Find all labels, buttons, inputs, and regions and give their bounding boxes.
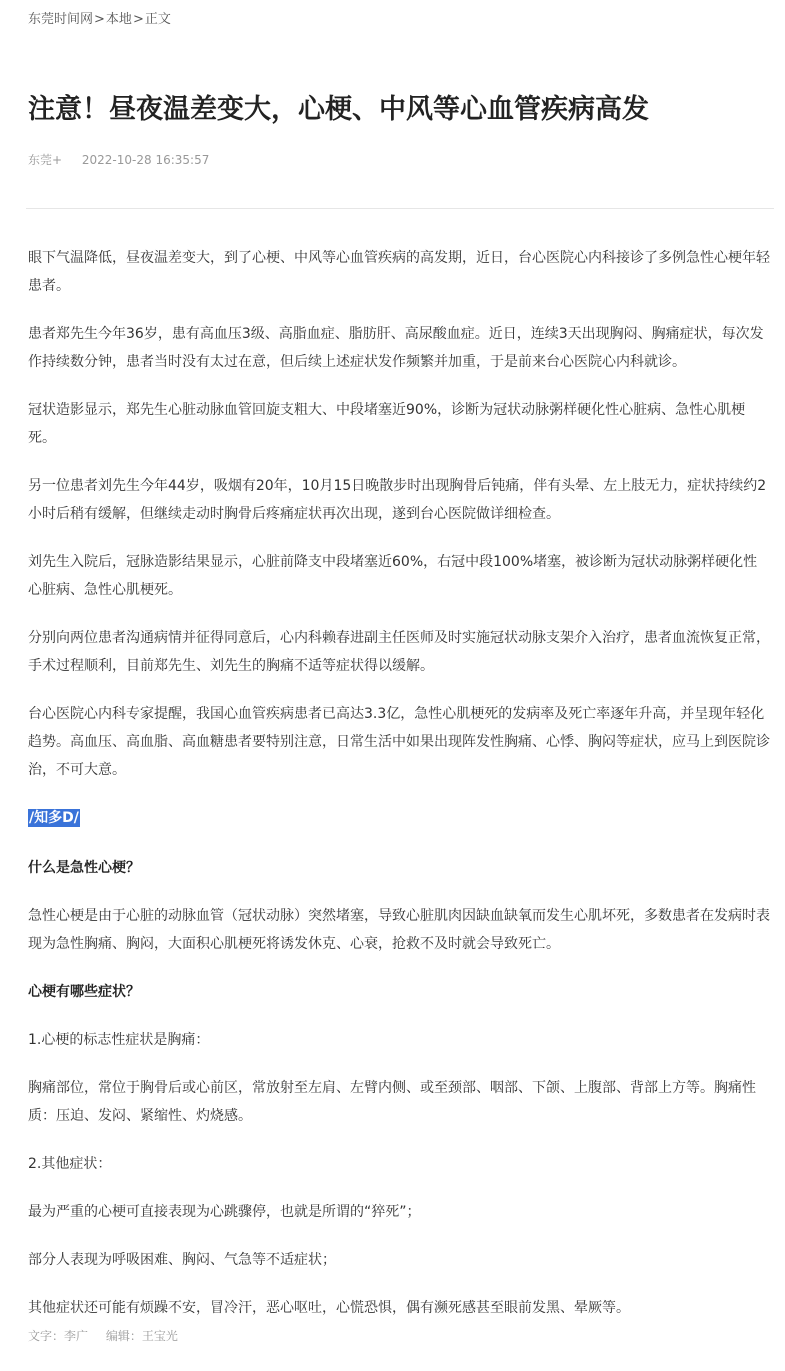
article-paragraph: 急性心梗是由于心脏的动脉血管（冠状动脉）突然堵塞，导致心脏肌肉因缺血缺氧而发生心肌坏死，多数患者在发病时表现为急性胸痛、胸闷，大面积心肌梗死将诱发休克、心衰，抢救不及时就会导致死亡。 bbox=[28, 908, 770, 952]
symptom-item: 部分人表现为呼吸困难、胸闷、气急等不适症状； bbox=[28, 1252, 336, 1268]
author-credit: 文字：李广 bbox=[28, 1329, 89, 1343]
article-paragraph: 患者郑先生今年36岁，患有高血压3级、高脂血症、脂肪肝、高尿酸血症。近日，连续3天出现胸闷、胸痛症状，每次发作持续数分钟，患者当时没有太过在意，但后续上述症状发作频繁并加重，于是前来台心医院心内科就诊。 bbox=[28, 326, 764, 370]
article-paragraph: 另一位患者刘先生今年44岁，吸烟有20年，10月15日晚散步时出现胸骨后钝痛，伴有头晕、左上肢无力，症状持续约2小时后稍有缓解，但继续走动时胸骨后疼痛症状再次出现，遂到台心医院做详细检查。 bbox=[28, 478, 767, 522]
symptom-item: 1.心梗的标志性症状是胸痛： bbox=[28, 1032, 210, 1048]
editor-credit: 编辑：王宝光 bbox=[105, 1329, 178, 1343]
article-body bbox=[28, 244, 770, 1342]
symptom-item: 2.其他症状： bbox=[28, 1156, 112, 1172]
knowledge-tag-line bbox=[28, 804, 770, 832]
title-divider bbox=[26, 208, 774, 209]
article-title: 注意！昼夜温差变大，心梗、中风等心血管疾病高发 bbox=[28, 94, 649, 125]
article-paragraph: 刘先生入院后，冠脉造影结果显示，心脏前降支中段堵塞近60%，右冠中段100%堵塞，被诊断为冠状动脉粥样硬化性心脏病、急性心肌梗死。 bbox=[28, 554, 758, 598]
section-heading-what-is: 什么是急性心梗？ bbox=[28, 860, 140, 876]
breadcrumb-separator: > bbox=[132, 12, 144, 27]
breadcrumb-current: 正文 bbox=[144, 12, 171, 27]
article-paragraph: 冠状造影显示，郑先生心脏动脉血管回旋支粗大、中段堵塞近90%，诊断为冠状动脉粥样硬化性心脏病、急性心肌梗死。 bbox=[28, 402, 746, 446]
breadcrumb-site-link[interactable]: 东莞时间网 bbox=[28, 12, 94, 27]
breadcrumb-separator: > bbox=[94, 12, 105, 27]
symptom-item: 其他症状还可能有烦躁不安，冒冷汗，恶心呕吐，心慌恐惧，偶有濒死感甚至眼前发黑、晕厥等。 bbox=[28, 1300, 630, 1316]
knowledge-tag: /知多D/ bbox=[29, 810, 79, 826]
article-paragraph: 台心医院心内科专家提醒，我国心血管疾病患者已高达3.3亿，急性心肌梗死的发病率及死亡率逐年升高，并呈现年轻化趋势。高血压、高血脂、高血糖患者要特别注意，日常生活中如果出现阵发性胸痛、心悸、胸闷等症状，应马上到医院诊治，不可大意。 bbox=[28, 706, 770, 778]
article-datetime: 2022-10-28 16:35:57 bbox=[81, 153, 210, 167]
article-paragraph: 眼下气温降低，昼夜温差变大，到了心梗、中风等心血管疾病的高发期，近日，台心医院心内科接诊了多例急性心梗年轻患者。 bbox=[28, 250, 770, 294]
symptom-item: 最为严重的心梗可直接表现为心跳骤停，也就是所谓的“猝死”； bbox=[28, 1204, 421, 1220]
article-source: 东莞+ bbox=[28, 153, 63, 167]
article-paragraph: 分别向两位患者沟通病情并征得同意后，心内科赖春进副主任医师及时实施冠状动脉支架介入治疗，患者血流恢复正常，手术过程顺利，目前郑先生、刘先生的胸痛不适等症状得以缓解。 bbox=[28, 630, 770, 674]
article-meta bbox=[28, 150, 209, 170]
symptom-item: 胸痛部位，常位于胸骨后或心前区，常放射至左肩、左臂内侧、或至颈部、咽部、下颌、上腹部、背部上方等。胸痛性质：压迫、发闷、紧缩性、灼烧感。 bbox=[28, 1080, 756, 1124]
article-credits bbox=[28, 1326, 178, 1346]
section-heading-symptoms: 心梗有哪些症状？ bbox=[28, 984, 140, 1000]
breadcrumb-section-link[interactable]: 本地 bbox=[105, 12, 132, 27]
breadcrumb bbox=[28, 10, 171, 30]
